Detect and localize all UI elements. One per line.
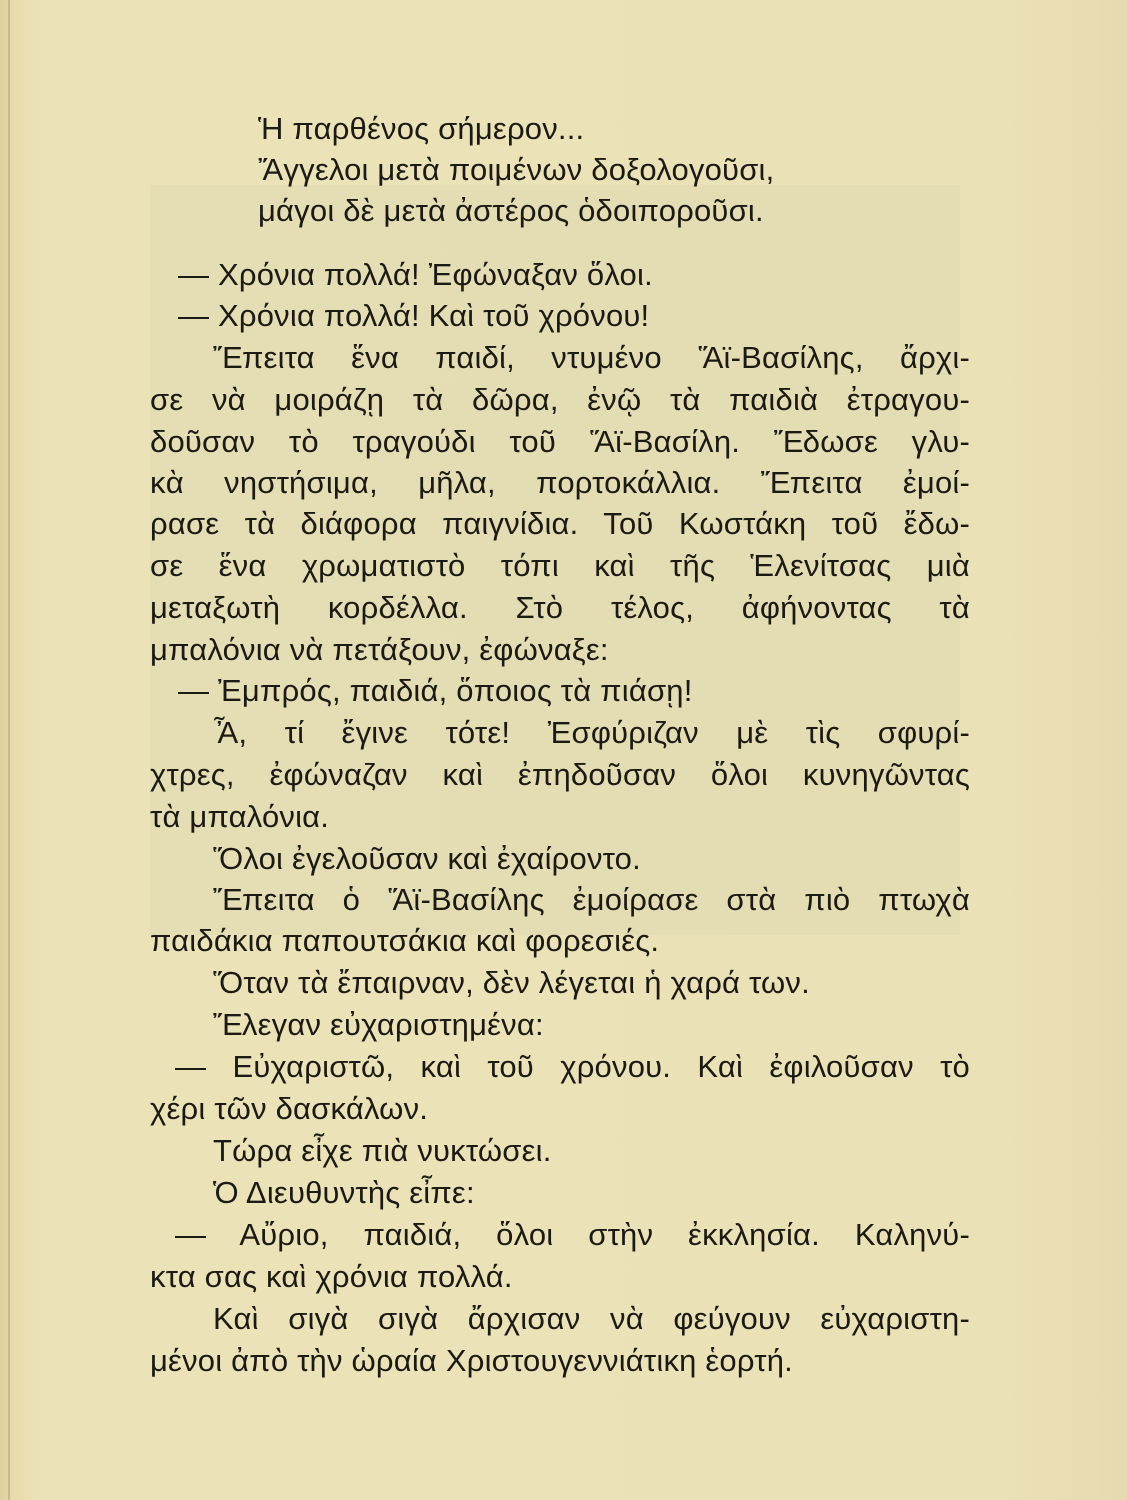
text-line: μεταξωτὴ κορδέλλα. Στὸ τέλος, ἀφήνοντας τὰ [150,590,970,625]
text-line: χτρες, ἐφώναζαν καὶ ἐπηδοῦσαν ὅλοι κυνηγῶντας [150,757,970,792]
text-line: Ἔπειτα ὁ Ἅϊ-Βασίλης ἐμοίρασε στὰ πιὸ πτωχὰ [213,882,970,917]
text-line: κὰ νηστήσιμα, μῆλα, πορτοκάλλια. Ἔπειτα ἐμοί- [150,465,970,500]
text-line: μάγοι δὲ μετὰ ἀστέρος ὁδοιποροῦσι. [258,193,764,228]
text-line: — Χρόνια πολλά! Καὶ τοῦ χρόνου! [178,298,650,333]
text-line: Ὁ Διευθυντὴς εἶπε: [213,1175,475,1210]
text-line: παιδάκια παπουτσάκια καὶ φορεσιές. [150,923,660,958]
text-line: τὰ μπαλόνια. [150,799,330,834]
text-line: μένοι ἀπὸ τὴν ὡραία Χριστουγεννιάτικη ἑορτή. [150,1343,793,1378]
text-line: σε ἕνα χρωματιστὸ τόπι καὶ τῆς Ἑλενίτσας μιὰ [150,548,970,583]
text-line: ρασε τὰ διάφορα παιγνίδια. Τοῦ Κωστάκη τοῦ ἔδω- [150,506,970,541]
text-line: Ἆ, τί ἔγινε τότε! Ἐσφύριζαν μὲ τὶς σφυρί- [213,715,970,750]
text-line: — Εὐχαριστῶ, καὶ τοῦ χρόνου. Καὶ ἐφιλοῦσαν τὸ [175,1049,970,1084]
text-line: — Χρόνια πολλά! Ἐφώναξαν ὅλοι. [178,257,653,292]
text-line: — Αὔριο, παιδιά, ὅλοι στὴν ἐκκλησία. Καληνύ- [175,1217,970,1252]
text-line: Ὅταν τὰ ἔπαιρναν, δὲν λέγεται ἡ χαρά των. [213,965,810,1000]
text-line: Ὅλοι ἐγελοῦσαν καὶ ἐχαίροντο. [213,841,641,876]
text-line: Τώρα εἶχε πιὰ νυκτώσει. [213,1133,552,1168]
text-line: κτα σας καὶ χρόνια πολλά. [150,1259,513,1294]
text-line: σε νὰ μοιράζῃ τὰ δῶρα, ἐνῷ τὰ παιδιὰ ἐτραγου- [150,382,970,417]
text-line: Ἄγγελοι μετὰ ποιμένων δοξολογοῦσι, [258,152,775,187]
text-line: Ἡ παρθένος σήμερον... [258,111,585,146]
text-line: δοῦσαν τὸ τραγούδι τοῦ Ἅϊ-Βασίλη. Ἔδωσε γλυ- [150,424,970,459]
text-line: Καὶ σιγὰ σιγὰ ἄρχισαν νὰ φεύγουν εὐχαριστη- [213,1301,970,1336]
text-line: Ἔλεγαν εὐχαριστημένα: [213,1007,544,1042]
text-line: Ἔπειτα ἕνα παιδί, ντυμένο Ἅϊ-Βασίλης, ἄρχι- [213,340,970,375]
text-line: μπαλόνια νὰ πετάξουν, ἐφώναξε: [150,632,609,667]
text-line: χέρι τῶν δασκάλων. [150,1091,429,1126]
text-line: — Ἐμπρός, παιδιά, ὅποιος τὰ πιάσῃ! [178,673,693,708]
